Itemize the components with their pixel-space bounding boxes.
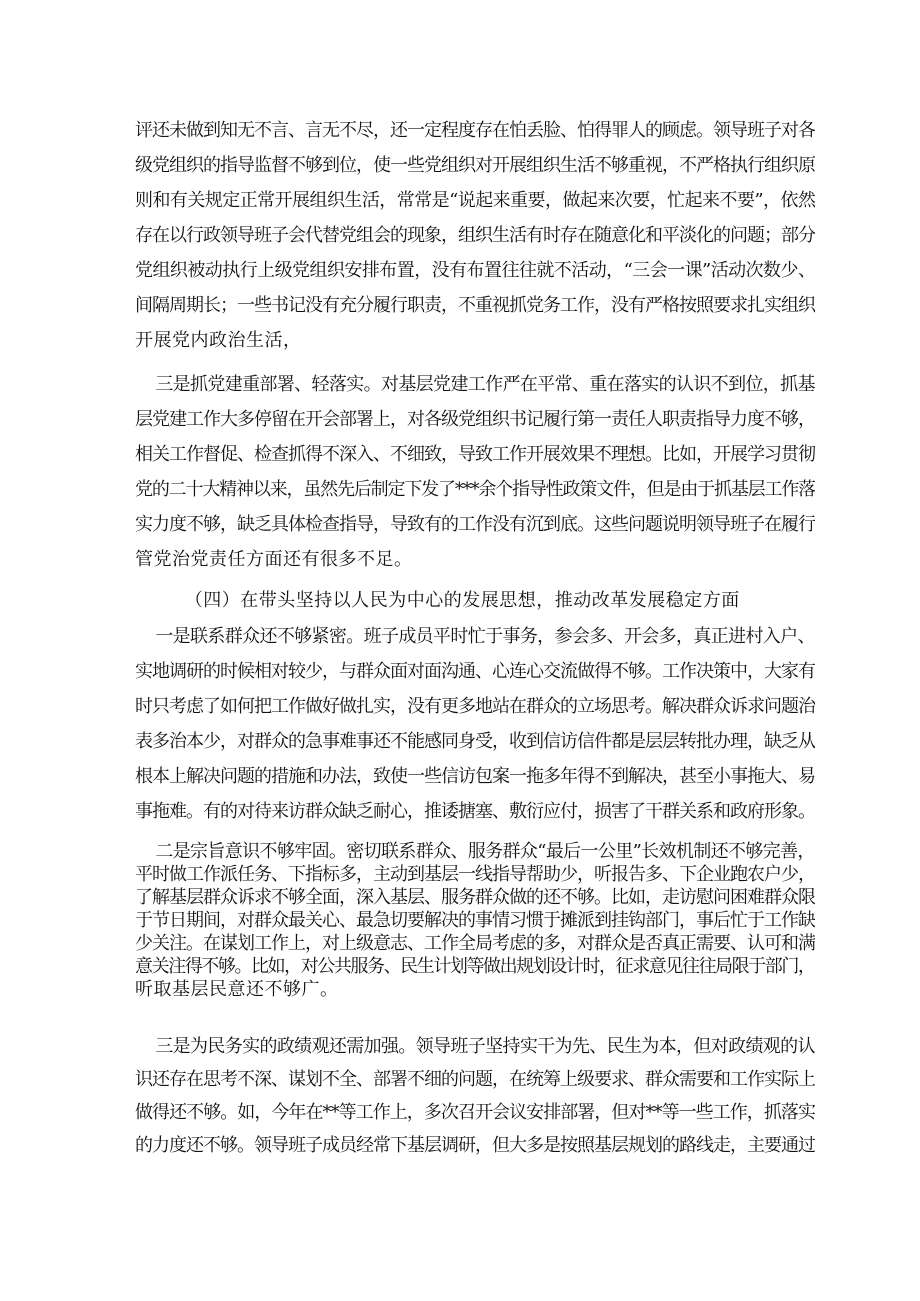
section-heading bbox=[135, 583, 815, 618]
text-line: 三是抓党建重部署、轻落实。对基层党建工作严在平常、重在落实的认识不到位，抓基 bbox=[135, 374, 815, 395]
text-line: 实力度不够，缺乏具体检查指导，导致有的工作没有沉到底。这些问题说明领导班子在履行 bbox=[135, 514, 815, 535]
text-line: 实地调研的时候相对较少，与群众面对面沟通、心连心交流做得不够。工作决策中，大家有 bbox=[135, 661, 815, 682]
text-line: 少关注。在谋划工作上，对上级意志、工作全局考虑的多，对群众是否真正需要、认可和满 bbox=[135, 933, 815, 954]
paragraph-purpose-awareness bbox=[135, 840, 815, 1001]
text-line: 听取基层民意还不够广。 bbox=[135, 979, 339, 1000]
text-line: 于节日期间，对群众最关心、最急切要解决的事情习惯于摊派到挂钩部门，事后忙于工作缺 bbox=[135, 910, 815, 931]
paragraph-party-building bbox=[135, 367, 815, 577]
text-line: 时只考虑了如何把工作做好做扎实，没有更多地站在群众的立场思考。解决群众诉求问题治 bbox=[135, 696, 815, 717]
paragraph-performance-view bbox=[135, 1030, 815, 1162]
text-line: 层党建工作大多停留在开会部署上，对各级党组织书记履行第一责任人职责指导力度不够， bbox=[135, 409, 815, 430]
text-line: 平时做工作派任务、下指标多，主动到基层一线指导帮助少，听报告多、下企业跑农户少， bbox=[135, 864, 815, 885]
text-line: 评还未做到知无不言、言无不尽，还一定程度存在怕丢脸、怕得罪人的顾虑。领导班子对各 bbox=[135, 120, 815, 141]
text-line: 间隔周期长；一些书记没有充分履行职责，不重视抓党务工作，没有严格按照要求扎实组织 bbox=[135, 295, 815, 316]
text-line: 相关工作督促、检查抓得不深入、不细致，导致工作开展效果不理想。比如，开展学习贯彻 bbox=[135, 444, 815, 465]
text-line: 了解基层群众诉求不够全面，深入基层、服务群众做的还不够。比如，走访慰问困难群众限 bbox=[135, 887, 815, 908]
section-heading-text: （四）在带头坚持以人民为中心的发展思想，推动改革发展稳定方面 bbox=[135, 590, 740, 611]
text-line: 二是宗旨意识不够牢固。密切联系群众、服务群众“最后一公里”长效机制还不够完善， bbox=[135, 841, 815, 862]
paragraph-contact-masses bbox=[135, 619, 815, 829]
text-line: 则和有关规定正常开展组织生活，常常是“说起来重要，做起来次要，忙起来不要”，依然 bbox=[135, 190, 815, 211]
paragraph-organization-life bbox=[135, 113, 815, 358]
text-line: 三是为民务实的政绩观还需加强。领导班子坚持实干为先、民生为本，但对政绩观的认 bbox=[135, 1036, 815, 1057]
text-line: 存在以行政领导班子会代替党组会的现象，组织生活有时存在随意化和平淡化的问题；部分 bbox=[135, 225, 815, 246]
text-line: 的力度还不够。领导班子成员经常下基层调研，但大多是按照基层规划的路线走，主要通过 bbox=[135, 1135, 815, 1156]
text-line: 党组织被动执行上级党组织安排布置，没有布置往往就不活动，“三会一课”活动次数少、 bbox=[135, 260, 815, 281]
text-line: 识还存在思考不深、谋划不全、部署不细的问题，在统筹上级要求、群众需要和工作实际上 bbox=[135, 1069, 815, 1090]
text-line: 一是联系群众还不够紧密。班子成员平时忙于事务，参会多、开会多，真正进村入户、 bbox=[135, 626, 815, 647]
text-line: 做得还不够。如，今年在**等工作上，多次召开会议安排部署，但对**等一些工作，抓落实 bbox=[135, 1102, 815, 1123]
text-line: 级党组织的指导监督不够到位，使一些党组织对开展组织生活不够重视，不严格执行组织原 bbox=[135, 155, 815, 176]
text-line: 意关注得不够。比如，对公共服务、民生计划等做出规划设计时，征求意见往往局限于部门， bbox=[135, 956, 815, 977]
text-line: 表多治本少，对群众的急事难事还不能感同身受，收到信访信件都是层层转批办理，缺乏从 bbox=[135, 731, 815, 752]
text-line: 开展党内政治生活， bbox=[135, 330, 302, 351]
text-line: 根本上解决问题的措施和办法，致使一些信访包案一拖多年得不到解决，甚至小事拖大、易 bbox=[135, 766, 815, 787]
text-line: 管党治党责任方面还有很多不足。 bbox=[135, 549, 413, 570]
text-line: 事拖难。有的对待来访群众缺乏耐心，推诿搪塞、敷衍应付，损害了干群关系和政府形象。 bbox=[135, 801, 815, 822]
text-line: 党的二十大精神以来，虽然先后制定下发了***余个指导性政策文件，但是由于抓基层工作落 bbox=[135, 479, 815, 500]
